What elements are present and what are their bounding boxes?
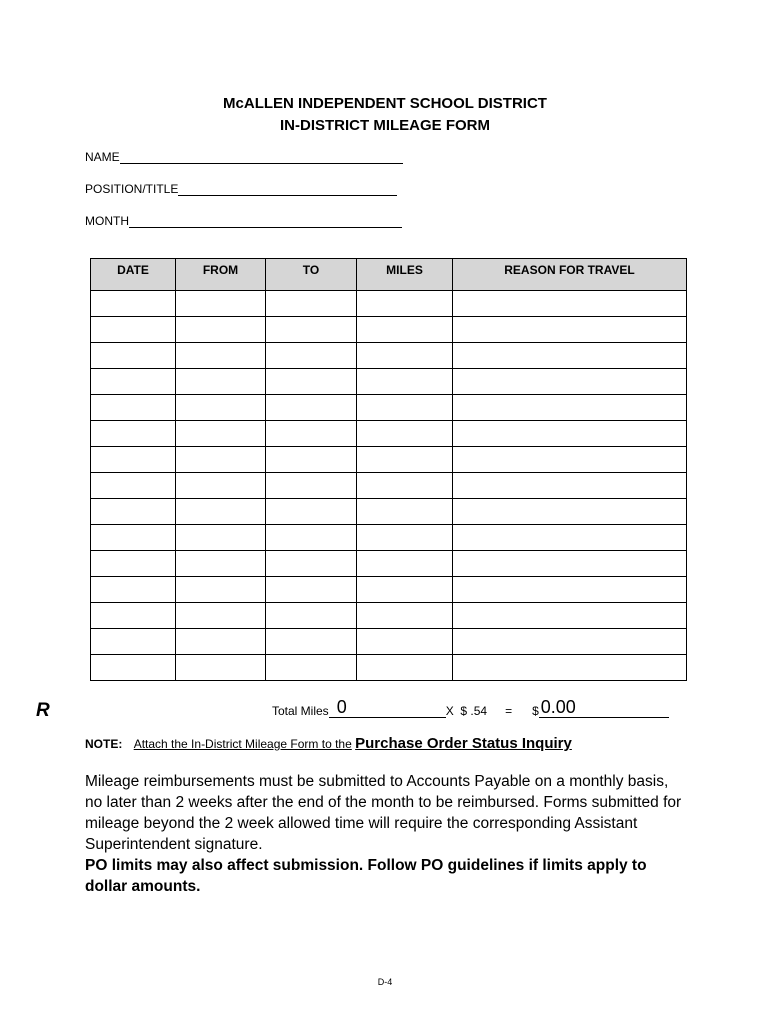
- cell-reason[interactable]: [453, 291, 687, 317]
- cell-date[interactable]: [91, 577, 176, 603]
- cell-from[interactable]: [176, 447, 266, 473]
- totals-line: [272, 690, 669, 718]
- cell-to[interactable]: [266, 343, 357, 369]
- cell-miles[interactable]: [357, 447, 453, 473]
- cell-miles[interactable]: [357, 473, 453, 499]
- cell-to[interactable]: [266, 629, 357, 655]
- cell-to[interactable]: [266, 655, 357, 681]
- cell-from[interactable]: [176, 499, 266, 525]
- table-row: [91, 551, 687, 577]
- table-row: [91, 577, 687, 603]
- cell-from[interactable]: [176, 421, 266, 447]
- cell-reason[interactable]: [453, 369, 687, 395]
- table-row: [91, 343, 687, 369]
- cell-from[interactable]: [176, 629, 266, 655]
- cell-miles[interactable]: [357, 421, 453, 447]
- cell-to[interactable]: [266, 551, 357, 577]
- equals-sign: =: [505, 704, 513, 718]
- cell-date[interactable]: [91, 291, 176, 317]
- cell-reason[interactable]: [453, 447, 687, 473]
- position-field: [85, 182, 397, 196]
- purchase-order-link[interactable]: Purchase Order Status Inquiry: [355, 735, 572, 752]
- amount-value: 0.00: [540, 697, 576, 717]
- cell-date[interactable]: [91, 369, 176, 395]
- cell-date[interactable]: [91, 343, 176, 369]
- table-row: [91, 629, 687, 655]
- cell-reason[interactable]: [453, 525, 687, 551]
- cell-to[interactable]: [266, 499, 357, 525]
- cell-date[interactable]: [91, 629, 176, 655]
- column-header-date: DATE: [91, 259, 176, 291]
- cell-date[interactable]: [91, 655, 176, 681]
- cell-reason[interactable]: [453, 421, 687, 447]
- name-field: [85, 150, 403, 164]
- month-input-line[interactable]: [129, 214, 402, 228]
- table-header-row: [91, 259, 687, 291]
- cell-date[interactable]: [91, 551, 176, 577]
- cell-miles[interactable]: [357, 603, 453, 629]
- amount-field[interactable]: [539, 695, 669, 718]
- cell-to[interactable]: [266, 447, 357, 473]
- name-input-line[interactable]: [120, 150, 403, 164]
- cell-reason[interactable]: [453, 343, 687, 369]
- cell-to[interactable]: [266, 421, 357, 447]
- cell-miles[interactable]: [357, 317, 453, 343]
- name-label: NAME: [85, 150, 120, 164]
- total-miles-label: Total Miles: [272, 704, 329, 718]
- column-header-from: FROM: [176, 259, 266, 291]
- month-field: [85, 214, 402, 228]
- form-title: IN-DISTRICT MILEAGE FORM: [280, 117, 490, 134]
- mileage-log-table: [90, 258, 687, 681]
- position-input-line[interactable]: [178, 182, 397, 196]
- cell-from[interactable]: [176, 343, 266, 369]
- cell-reason[interactable]: [453, 629, 687, 655]
- cell-reason[interactable]: [453, 551, 687, 577]
- cell-reason[interactable]: [453, 395, 687, 421]
- cell-miles[interactable]: [357, 395, 453, 421]
- cell-from[interactable]: [176, 473, 266, 499]
- cell-miles[interactable]: [357, 577, 453, 603]
- cell-date[interactable]: [91, 499, 176, 525]
- cell-date[interactable]: [91, 395, 176, 421]
- cell-to[interactable]: [266, 603, 357, 629]
- cell-miles[interactable]: [357, 369, 453, 395]
- table-row: [91, 421, 687, 447]
- cell-miles[interactable]: [357, 525, 453, 551]
- cell-date[interactable]: [91, 473, 176, 499]
- cell-from[interactable]: [176, 603, 266, 629]
- cell-reason[interactable]: [453, 473, 687, 499]
- table-row: [91, 395, 687, 421]
- cell-date[interactable]: [91, 317, 176, 343]
- cell-from[interactable]: [176, 655, 266, 681]
- table-row: [91, 291, 687, 317]
- table-body: [91, 291, 687, 681]
- month-label: MONTH: [85, 214, 129, 228]
- rate-text: X $ .54: [445, 704, 488, 718]
- note-line: [85, 735, 572, 752]
- cell-from[interactable]: [176, 551, 266, 577]
- cell-reason[interactable]: [453, 603, 687, 629]
- table-row: [91, 603, 687, 629]
- district-title: McALLEN INDEPENDENT SCHOOL DISTRICT: [223, 95, 547, 112]
- cell-to[interactable]: [266, 525, 357, 551]
- column-header-to: TO: [266, 259, 357, 291]
- cell-reason[interactable]: [453, 317, 687, 343]
- side-mark: R: [36, 700, 50, 721]
- cell-miles[interactable]: [357, 499, 453, 525]
- cell-date[interactable]: [91, 421, 176, 447]
- cell-to[interactable]: [266, 473, 357, 499]
- dollar-sign: $: [532, 704, 539, 718]
- po-limits-paragraph: PO limits may also affect submission. Follow PO guidelines if limits apply to dollar amounts.: [85, 857, 647, 895]
- column-header-reason: REASON FOR TRAVEL: [453, 259, 687, 291]
- cell-date[interactable]: [91, 603, 176, 629]
- total-miles-value: 0: [336, 697, 347, 717]
- cell-from[interactable]: [176, 395, 266, 421]
- total-miles-field[interactable]: [329, 695, 446, 718]
- table-row: [91, 525, 687, 551]
- note-label: NOTE:: [85, 737, 123, 751]
- table-row: [91, 447, 687, 473]
- cell-from[interactable]: [176, 369, 266, 395]
- note-text: Attach the In-District Mileage Form to the: [133, 737, 352, 751]
- cell-to[interactable]: [266, 395, 357, 421]
- cell-miles[interactable]: [357, 551, 453, 577]
- table-row: [91, 499, 687, 525]
- instructions-paragraph: Mileage reimbursements must be submitted to Accounts Payable on a monthly basis, no later than 2 weeks after the end of the month to be reimbursed. Forms submitted for mileage beyond the 2 week allowed time will require the corresponding Assistant Superintendent signature.: [85, 773, 682, 853]
- cell-miles[interactable]: [357, 291, 453, 317]
- table-row: [91, 317, 687, 343]
- position-label: POSITION/TITLE: [85, 182, 179, 196]
- cell-to[interactable]: [266, 369, 357, 395]
- table-row: [91, 473, 687, 499]
- table-row: [91, 655, 687, 681]
- table-row: [91, 369, 687, 395]
- cell-miles[interactable]: [357, 343, 453, 369]
- cell-miles[interactable]: [357, 655, 453, 681]
- cell-reason[interactable]: [453, 499, 687, 525]
- cell-to[interactable]: [266, 317, 357, 343]
- cell-reason[interactable]: [453, 655, 687, 681]
- instructions: [85, 771, 685, 897]
- cell-reason[interactable]: [453, 577, 687, 603]
- cell-from[interactable]: [176, 291, 266, 317]
- cell-miles[interactable]: [357, 629, 453, 655]
- cell-to[interactable]: [266, 291, 357, 317]
- column-header-miles: MILES: [357, 259, 453, 291]
- cell-date[interactable]: [91, 525, 176, 551]
- page-number: D-4: [377, 977, 393, 987]
- cell-from[interactable]: [176, 317, 266, 343]
- cell-from[interactable]: [176, 577, 266, 603]
- cell-to[interactable]: [266, 577, 357, 603]
- cell-date[interactable]: [91, 447, 176, 473]
- cell-from[interactable]: [176, 525, 266, 551]
